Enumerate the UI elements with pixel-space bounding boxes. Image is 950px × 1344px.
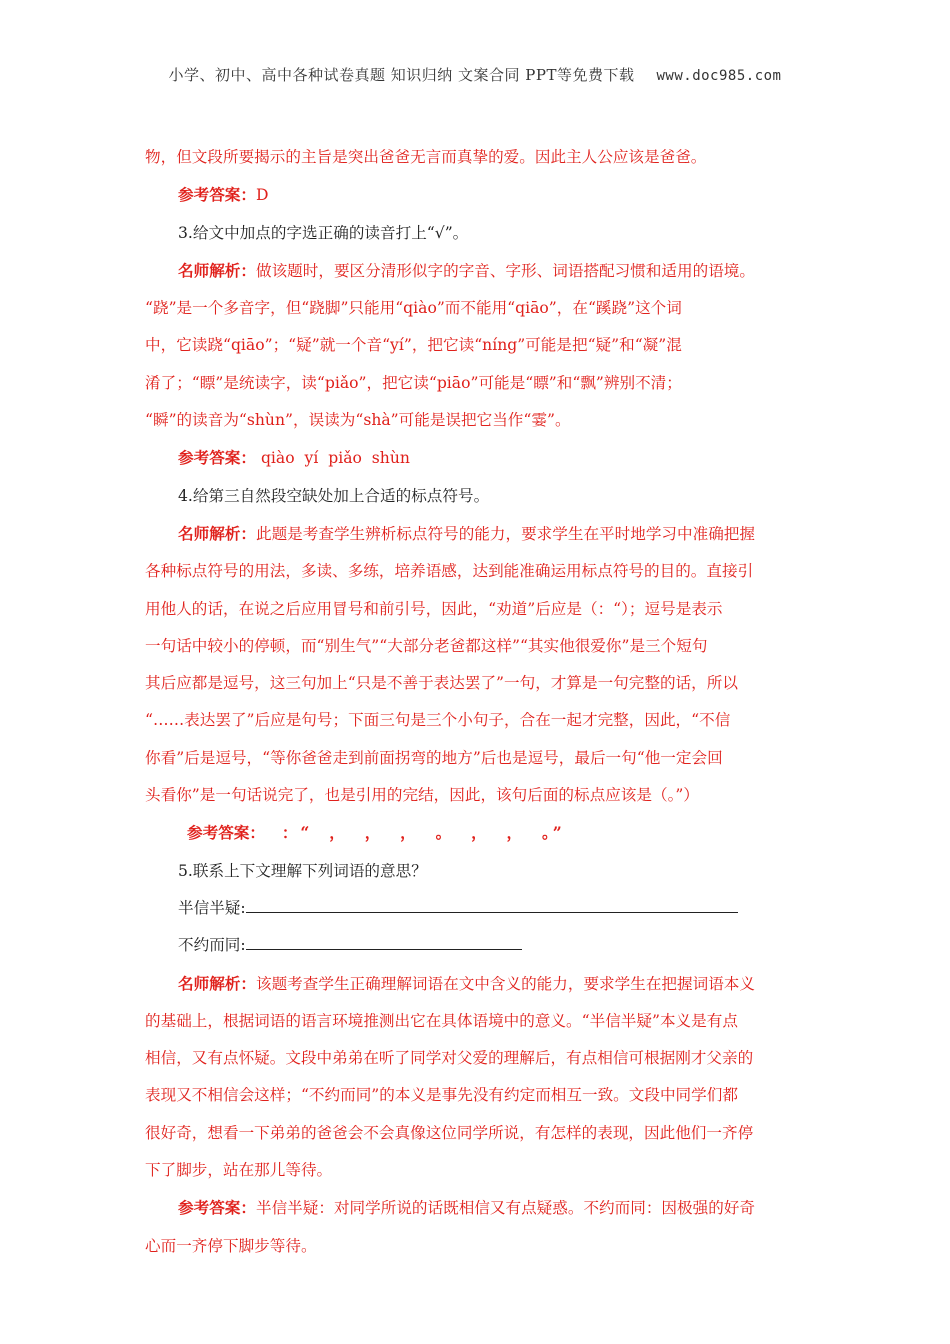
explanation-4-line: 头看你”是一句话说完了，也是引用的完结，因此，该句后面的标点应该是（。”）	[145, 786, 699, 805]
question-3: 3.给文中加点的字选正确的读音打上“√”。	[178, 223, 469, 242]
explanation-text: 此题是考查学生辨析标点符号的能力，要求学生在平时地学习中准确把握	[255, 524, 755, 543]
answer-text: ：“ ， ， ， 。 ， ， 。”	[264, 823, 565, 843]
explanation-label: 名师解析：	[178, 523, 256, 543]
explanation-3-line: 中，它读跷“qiāo”；“疑”就一个音“yí”，把它读“níng”可能是把“疑”和“凝”混	[145, 336, 682, 355]
term-label: 不约而同:	[178, 936, 246, 955]
answer-3	[145, 439, 809, 477]
explanation-3-line: “瞬”的读音为“shùn”，误读为“shà”可能是误把它当作“霎”。	[145, 411, 571, 430]
header-text: 小学、初中、高中各种试卷真题 知识归纳 文案合同 PPT等免费下载	[168, 66, 635, 84]
explanation-3-line	[145, 252, 809, 290]
answer-blank[interactable]	[246, 896, 738, 913]
explanation-5-line: 的基础上，根据词语的语言环境推测出它在具体语境中的意义。“半信半疑”本义是有点	[145, 1011, 738, 1030]
explanation-4-line	[145, 515, 809, 553]
answer-5-line: 心而一齐停下脚步等待。	[145, 1236, 317, 1255]
answer-label: 参考答案：	[178, 448, 256, 468]
explanation-line: 物，但文段所要揭示的主旨是突出爸爸无言而真挚的爱。因此主人公应该是爸爸。	[145, 148, 707, 166]
answer-text: 半信半疑：对同学所说的话既相信又有点疑惑。不约而同：因极强的好奇	[255, 1199, 755, 1218]
explanation-3-line: 淆了；“瞟”是统读字，读“piǎo”，把它读“piāo”可能是“瞟”和“飘”辨别不清；	[145, 373, 682, 392]
question-5-item	[145, 890, 809, 927]
explanation-text: 做该题时，要区分清形似字的字音、字形、词语搭配习惯和适用的语境。	[255, 261, 755, 280]
answer-4	[145, 814, 809, 852]
document-body	[145, 139, 809, 1265]
explanation-4-line: 其后应都是逗号，这三句加上“只是不善于表达罢了”一句，才算是一句完整的话，所以	[145, 674, 738, 693]
question-5: 5.联系上下文理解下列词语的意思？	[178, 861, 427, 880]
explanation-5-line: 相信，又有点怀疑。文段中弟弟在听了同学对父爱的理解后，有点相信可根据刚才父亲的	[145, 1049, 754, 1068]
answer-text: qiào yí piǎo shùn	[255, 449, 410, 468]
answer-label: 参考答案：	[178, 185, 256, 205]
page-header	[0, 64, 950, 85]
explanation-label: 名师解析：	[178, 973, 256, 993]
answer-label: 参考答案：	[187, 823, 265, 843]
term-label: 半信半疑:	[178, 898, 246, 917]
explanation-4-line: 各种标点符号的用法，多读、多练，培养语感，达到能准确运用标点符号的目的。直接引	[145, 562, 754, 581]
question-4: 4.给第三自然段空缺处加上合适的标点符号。	[178, 486, 490, 505]
explanation-5-line: 很好奇，想看一下弟弟的爸爸会不会真像这位同学所说，有怎样的表现，因此他们一齐停	[145, 1123, 754, 1142]
answer-5	[145, 1189, 809, 1227]
answer-text: D	[255, 186, 269, 205]
explanation-5-line: 表现又不相信会这样；“不约而同”的本义是事先没有约定而相互一致。文段中同学们都	[145, 1086, 738, 1105]
answer-2	[145, 176, 809, 214]
answer-blank[interactable]	[246, 933, 522, 950]
explanation-3-line: “跷”是一个多音字，但“跷脚”只能用“qiào”而不能用“qiāo”，在“蹊跷”这个词	[145, 299, 682, 318]
explanation-4-line: 一句话中较小的停顿，而“别生气”“大部分老爸都这样”“其实他很爱你”是三个短句	[145, 636, 708, 655]
explanation-4-line: 用他人的话，在说之后应用冒号和前引号，因此，“劝道”后应是（：“）；逗号是表示	[145, 599, 723, 618]
explanation-label: 名师解析：	[178, 260, 256, 280]
explanation-text: 该题考查学生正确理解词语在文中含义的能力，要求学生在把握词语本义	[255, 974, 755, 993]
answer-label: 参考答案：	[178, 1198, 256, 1218]
explanation-5-line: 下了脚步，站在那儿等待。	[145, 1161, 333, 1180]
header-url[interactable]: www.doc985.com	[656, 68, 782, 84]
explanation-4-line: 你看”后是逗号，“等你爸爸走到前面拐弯的地方”后也是逗号，最后一句“他一定会回	[145, 748, 723, 767]
explanation-4-line: “……表达罢了”后应是句号；下面三句是三个小句子，合在一起才完整，因此，“不信	[145, 711, 731, 730]
question-5-item	[145, 927, 809, 964]
explanation-5-line	[145, 965, 809, 1003]
